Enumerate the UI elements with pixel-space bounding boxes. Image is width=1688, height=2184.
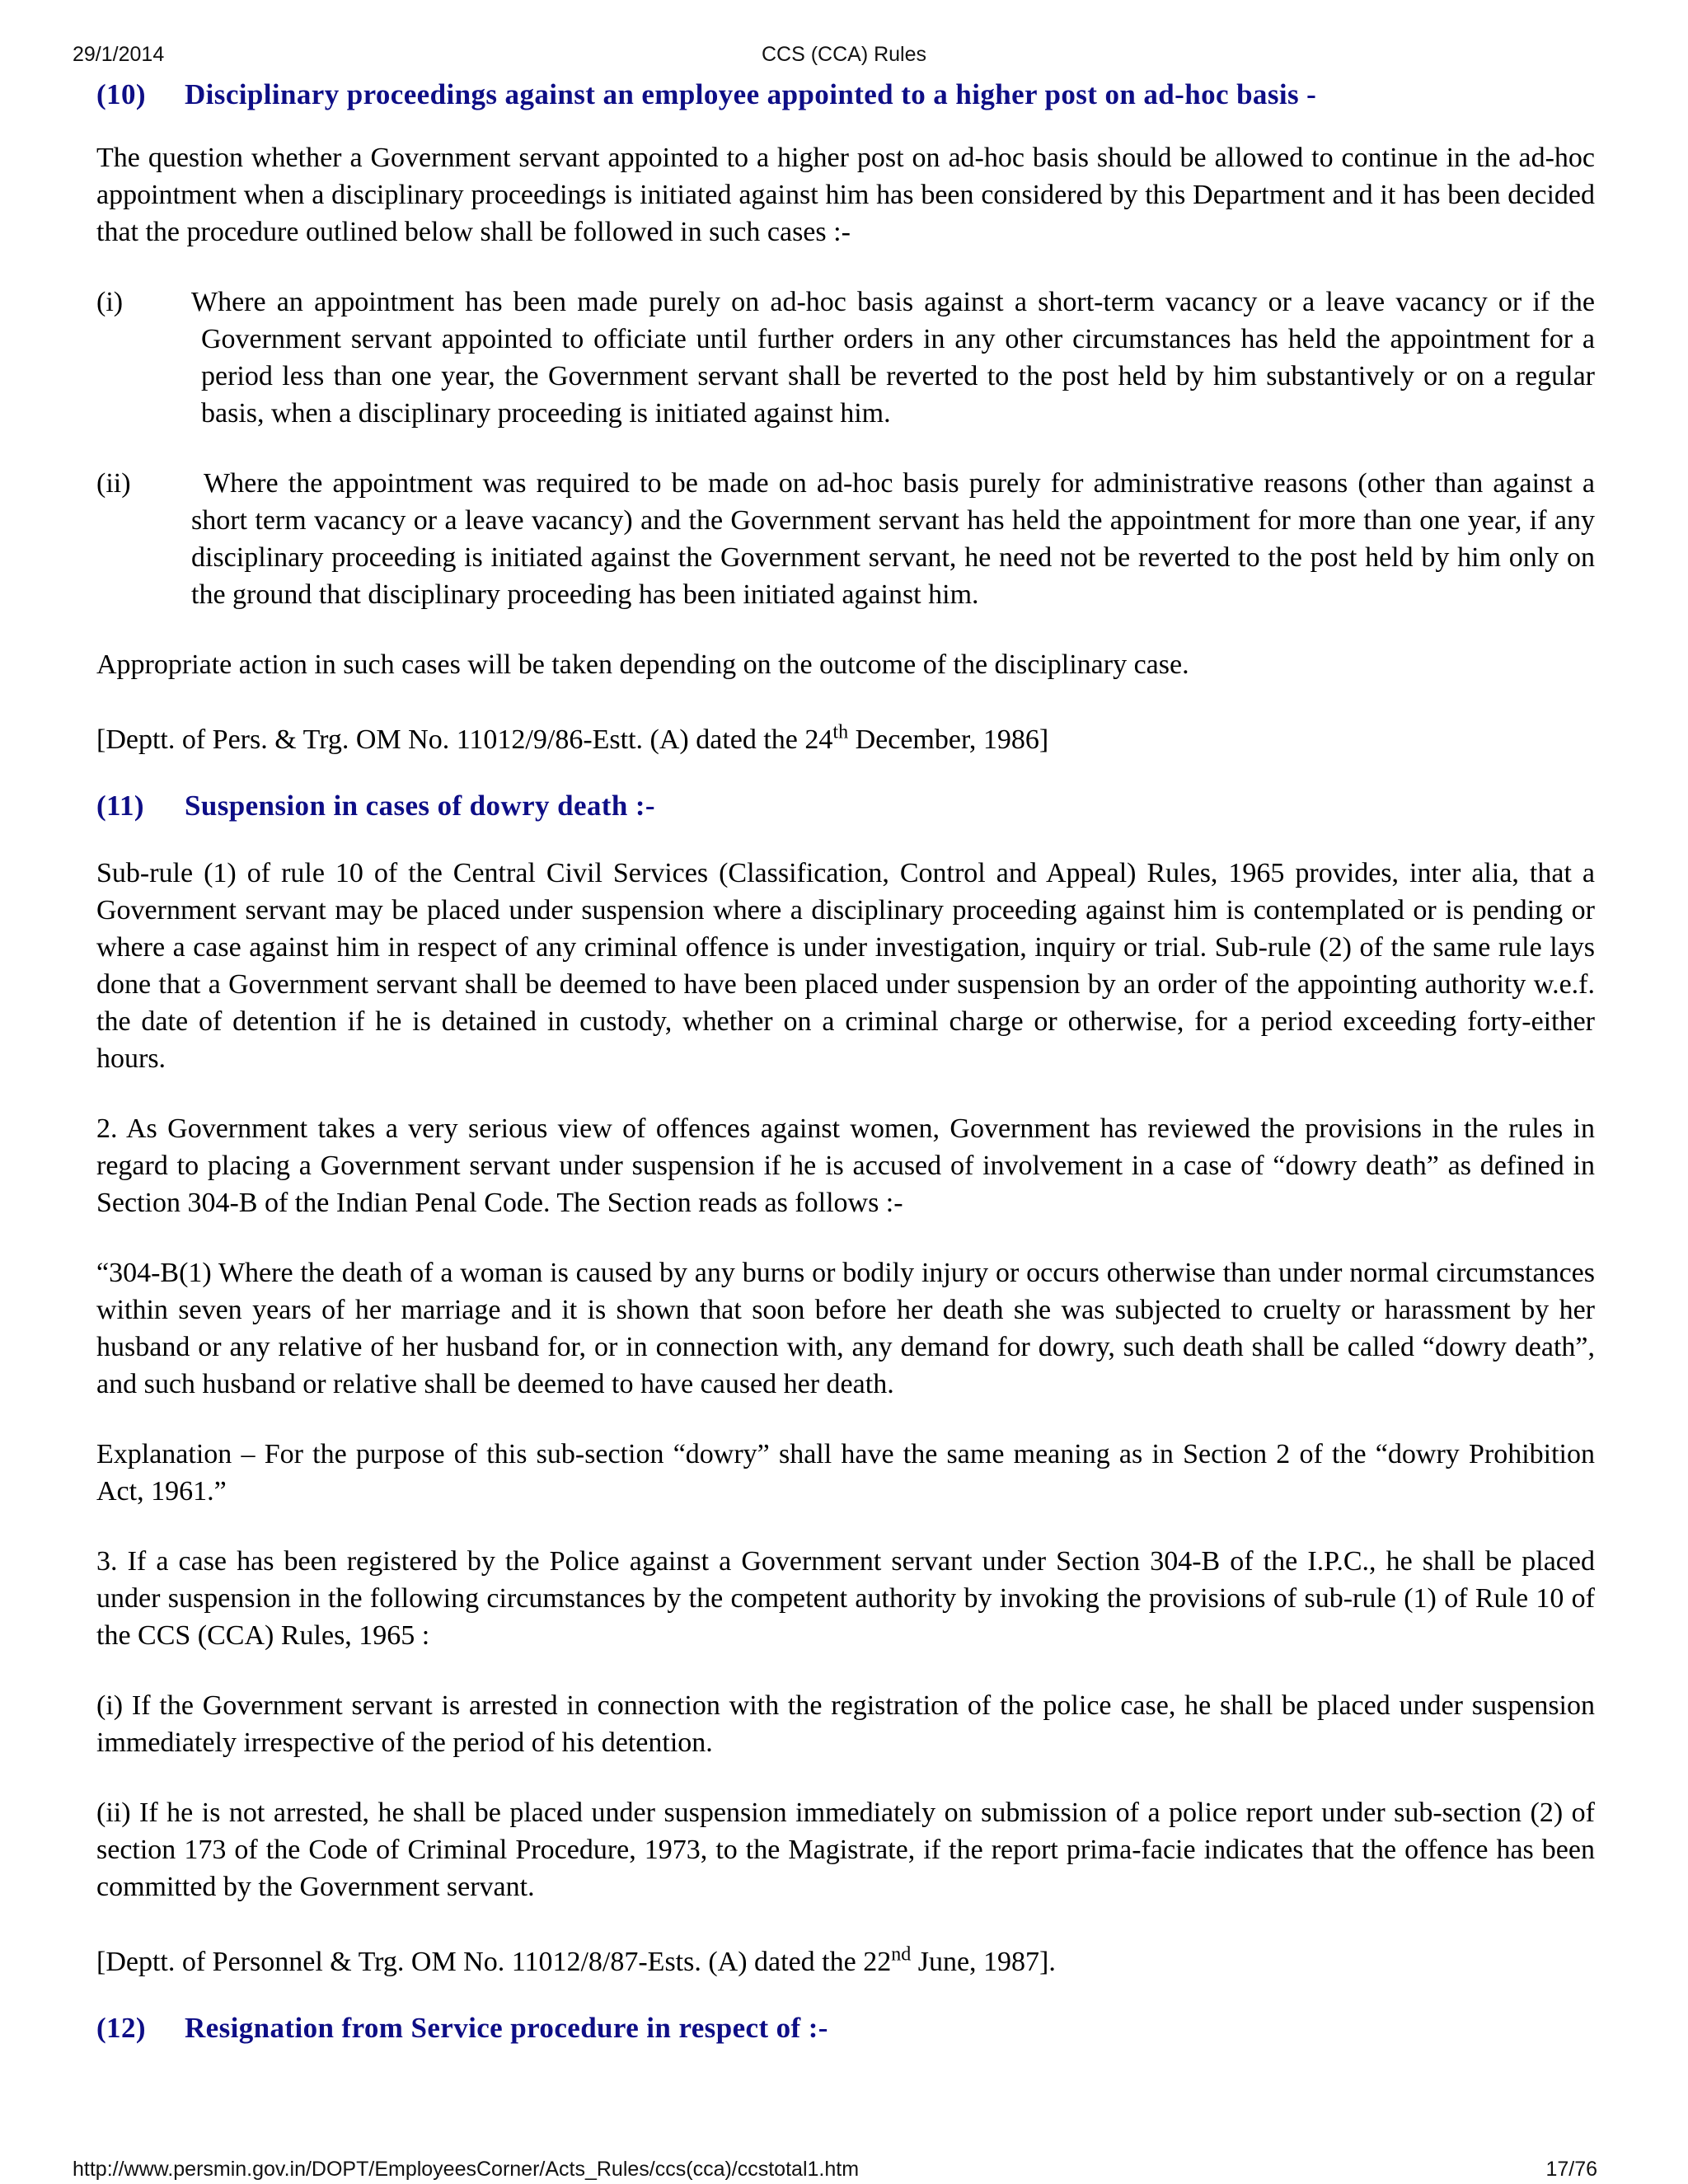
section-title: Disciplinary proceedings against an employee appointed to a higher post on ad-hoc basis - bbox=[185, 78, 1317, 110]
section-10-action: Appropriate action in such cases will be taken depending on the outcome of the disciplinary case. bbox=[96, 649, 1189, 680]
paragraph: 3. If a case has been registered by the Police against a Government servant under Section 304-B of the I.P.C., he shall be placed under suspension in the following circumstances by the competent authority by invoking the provisions of sub-rule (1) of Rule 10 of the CCS (CCA) Rules, 1965 : bbox=[96, 1546, 1595, 1651]
paragraph: Sub-rule (1) of rule 10 of the Central Civil Services (Classification, Control and Appeal) Rules, 1965 provides, inter alia, that a Government servant may be placed under suspension where a disciplinary proceeding against him is contemplated or is pending or where a case against him in respect of any criminal offence is under investigation, inquiry or trial. Sub-rule (2) of the same rule lays done that a Government servant shall be deemed to have been placed under suspension by an order of the appointing authority w.e.f. the date of detention if he is detained in custody, whether on a criminal charge or otherwise, for a period exceeding forty-either hours. bbox=[96, 858, 1595, 1074]
section-number: (11) bbox=[96, 790, 144, 822]
paragraph: Explanation – For the purpose of this sub-section “dowry” shall have the same meaning as in Section 2 of the “dowry Prohibition Act, 1961.” bbox=[96, 1439, 1595, 1507]
section-11-heading bbox=[96, 787, 1595, 824]
section-10-heading bbox=[96, 76, 1595, 113]
section-title: Resignation from Service procedure in respect of :- bbox=[185, 2012, 828, 2044]
list-item bbox=[96, 284, 1595, 432]
page-url: http://www.persmin.gov.in/DOPT/EmployeesCorner/Acts_Rules/ccs(cca)/ccstotal1.htm bbox=[73, 2158, 860, 2181]
section-number: (12) bbox=[96, 2012, 146, 2044]
print-header bbox=[0, 43, 1688, 71]
list-item-label: (i) bbox=[96, 287, 124, 317]
list-item-text: Where an appointment has been made purely on ad-hoc basis against a short-term vacancy or a leave vacancy or if the Government servant appointed to officiate until further orders in any other circumstances has held the appointment for a period less than one year, the Government servant shall be reverted to the post held by him substantively or on a regular basis, when a disciplinary proceeding is initiated against him. bbox=[191, 287, 1595, 429]
list-item-label: (ii) bbox=[96, 468, 131, 499]
print-date: 29/1/2014 bbox=[73, 43, 165, 66]
section-number: (10) bbox=[96, 78, 146, 110]
paragraph: “304-B(1) Where the death of a woman is caused by any burns or bodily injury or occurs otherwise than under normal circumstances within seven years of her marriage and it is shown that soon before her death she was subjected to cruelty or harassment by her husband or any relative of her husband for, or in connection with, any demand for dowry, such death shall be called “dowry death”, and such husband or relative shall be deemed to have caused her death. bbox=[96, 1258, 1595, 1399]
list-item bbox=[96, 465, 1595, 613]
section-10-intro: The question whether a Government servant appointed to a higher post on ad-hoc basis should be allowed to continue in the ad-hoc appointment when a disciplinary proceedings is initiated against him has been considered by this Department and it has been decided that the procedure outlined below shall be followed in such cases :- bbox=[96, 143, 1595, 247]
paragraph: 2. As Government takes a very serious view of offences against women, Government has reviewed the provisions in the rules in regard to placing a Government servant under suspension if he is accused of involvement in a case of “dowry death” as defined in Section 304-B of the Indian Penal Code. The Section reads as follows :- bbox=[96, 1113, 1595, 1218]
section-11-reference: [Deptt. of Personnel & Trg. OM No. 11012/8/87-Ests. (A) dated the 22nd June, 1987]. bbox=[96, 1943, 1056, 1977]
print-footer bbox=[0, 2158, 1688, 2184]
paragraph: (i) If the Government servant is arrested in connection with the registration of the police case, he shall be placed under suspension immediately irrespective of the period of his detention. bbox=[96, 1690, 1595, 1758]
page-number: 17/76 bbox=[1545, 2158, 1597, 2181]
section-12-heading bbox=[96, 2009, 1595, 2046]
paragraph: (ii) If he is not arrested, he shall be placed under suspension immediately on submission of a police report under sub-section (2) of section 173 of the Code of Criminal Procedure, 1973, to the Magistrate, if the report prima-facie indicates that the offence has been committed by the Government servant. bbox=[96, 1797, 1595, 1902]
list-item-text: Where the appointment was required to be made on ad-hoc basis purely for administrative reasons (other than against a short term vacancy or a leave vacancy) and the Government servant has held the appointment for more than one year, if any disciplinary proceeding is initiated against the Government servant, he need not be reverted to the post held by him only on the ground that disciplinary proceeding has been initiated against him. bbox=[191, 468, 1595, 610]
document-title: CCS (CCA) Rules bbox=[761, 43, 927, 66]
section-10-reference: [Deptt. of Pers. & Trg. OM No. 11012/9/86-Estt. (A) dated the 24th December, 1986] bbox=[96, 721, 1049, 755]
document-body bbox=[96, 76, 1595, 2046]
section-title: Suspension in cases of dowry death :- bbox=[185, 790, 655, 822]
